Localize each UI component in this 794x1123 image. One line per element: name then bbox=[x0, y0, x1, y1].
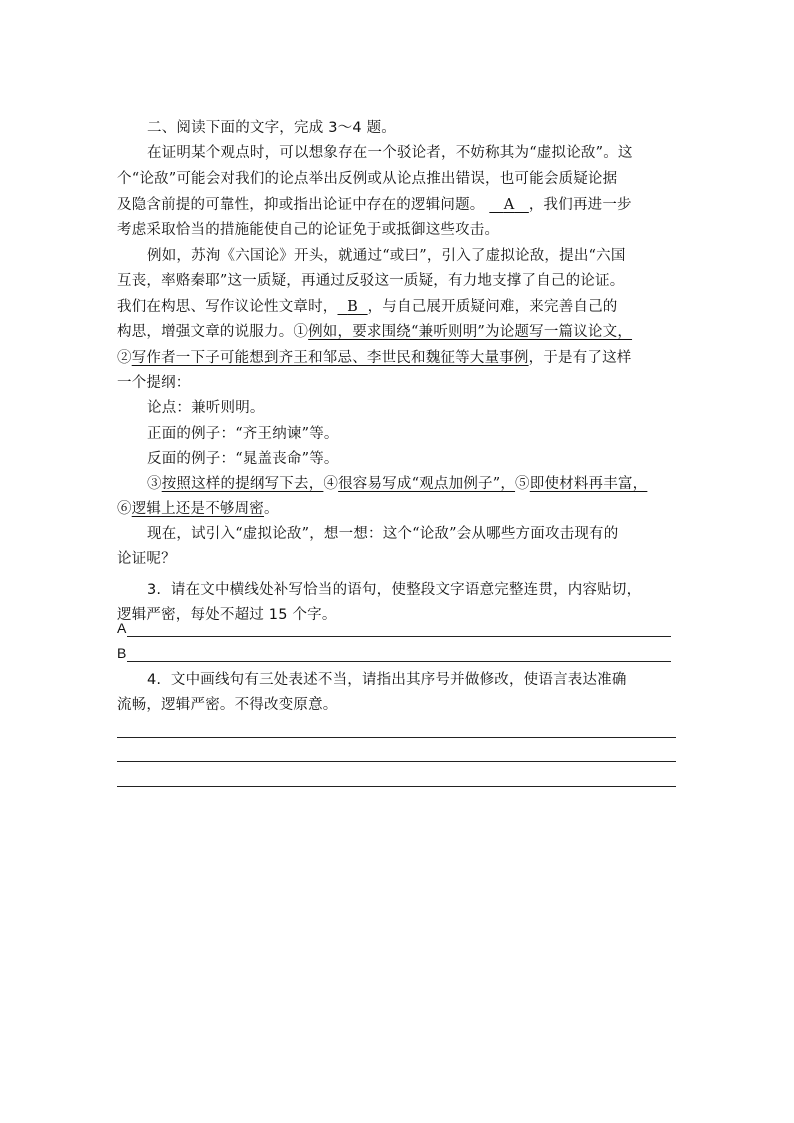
passage-line bbox=[117, 320, 677, 346]
question-text: 请在文中横线处补写恰当的语句，使整段文字语意完整连贯，内容贴切， bbox=[170, 582, 642, 598]
answer-line-a[interactable] bbox=[127, 636, 671, 637]
passage-text: 我们在构思、写作议论性文章时， bbox=[117, 299, 338, 315]
passage-line: 在证明某个观点时，可以想象存在一个驳论者，不妨称其为“虚拟论敌”。这 bbox=[147, 145, 633, 161]
answer-label-a: A bbox=[117, 620, 127, 636]
sentence-number: ⑥ bbox=[117, 501, 132, 517]
answer-line-4-1[interactable] bbox=[117, 737, 676, 738]
passage-line: 个“论敌”可能会对我们的论点举出反例或从论点推出错误，也可能会质疑论据 bbox=[117, 171, 618, 187]
answer-label-b: B bbox=[117, 645, 127, 661]
question-text: 文中画线句有三处表述不当，请指出其序号并做修改，使语言表达准确 bbox=[170, 672, 627, 688]
passage-line bbox=[147, 472, 677, 498]
underlined-sentence-5: 即使材料再丰富， bbox=[529, 476, 648, 492]
passage-line: 论证呢？ bbox=[117, 551, 176, 567]
underlined-sentence-6: 逻辑上还是不够周密 bbox=[131, 501, 265, 517]
question-4-line-2: 流畅，逻辑严密。不得改变原意。 bbox=[117, 697, 338, 713]
question-4 bbox=[147, 668, 677, 694]
outline-item: 正面的例子：“齐王纳谏”等。 bbox=[147, 426, 339, 442]
blank-a[interactable] bbox=[489, 193, 529, 219]
underlined-sentence-2: 写作者一下子可能想到齐王和邹忌、李世民和魏征等大量事例 bbox=[131, 350, 529, 366]
passage-line: 互丧，率赂秦耶”这一质疑，再通过反驳这一质疑，有力地支撑了自己的论证。 bbox=[117, 273, 625, 289]
sentence-number: ④ bbox=[323, 476, 339, 492]
passage-line: 例如，苏洵《六国论》开头，就通过“或曰”，引入了虚拟论敌，提出“六国 bbox=[147, 248, 626, 264]
question-number: 3. bbox=[147, 582, 162, 598]
passage-text: ，我们再进一步 bbox=[528, 197, 632, 213]
underlined-sentence-3: 按照这样的提纲写下去， bbox=[161, 476, 324, 492]
passage-text: 构思，增强文章的说服力。 bbox=[117, 324, 294, 340]
sentence-number: ② bbox=[117, 350, 132, 366]
blank-a-label: A bbox=[503, 197, 515, 213]
outline-item: 论点：兼听则明。 bbox=[147, 400, 265, 416]
passage-line bbox=[117, 295, 677, 321]
question-3 bbox=[147, 578, 677, 604]
sentence-number: ③ bbox=[147, 476, 162, 492]
answer-line-b[interactable] bbox=[127, 661, 671, 662]
passage-line: 一个提纲： bbox=[117, 375, 191, 391]
answer-line-4-3[interactable] bbox=[117, 786, 676, 787]
question-3-line-2: 逻辑严密，每处不超过 15 个字。 bbox=[117, 607, 337, 623]
question-number: 4. bbox=[147, 672, 162, 688]
blank-b-label: B bbox=[347, 299, 358, 315]
blank-b[interactable] bbox=[338, 295, 368, 321]
underlined-sentence-4: 很容易写成“观点加例子”， bbox=[338, 476, 516, 492]
passage-text: ，于是有了这样 bbox=[528, 350, 632, 366]
passage-text: ，与自己展开质疑问难，来完善自己的 bbox=[367, 299, 618, 315]
passage-line: 现在，试引入“虚拟论敌”，想一想：这个“论敌”会从哪些方面攻击现有的 bbox=[147, 526, 619, 542]
underlined-sentence-1: 例如，要求围绕“兼听则明”为论题写一篇议论文， bbox=[308, 324, 633, 340]
passage-text: 。 bbox=[264, 501, 279, 517]
passage-line bbox=[117, 346, 677, 372]
outline-item: 反面的例子：“晁盖丧命”等。 bbox=[147, 451, 339, 467]
sentence-number: ① bbox=[293, 324, 309, 340]
passage-line bbox=[117, 193, 677, 219]
sentence-number: ⑤ bbox=[515, 476, 530, 492]
answer-line-4-2[interactable] bbox=[117, 761, 676, 762]
passage-line: 考虑采取恰当的措施能使自己的论证免于或抵御这些攻击。 bbox=[117, 222, 500, 238]
section-heading: 二、阅读下面的文字，完成 3～4 题。 bbox=[147, 120, 396, 136]
passage-text: 及隐含前提的可靠性，抑或指出论证中存在的逻辑问题。 bbox=[117, 197, 485, 213]
passage-line bbox=[117, 497, 677, 523]
